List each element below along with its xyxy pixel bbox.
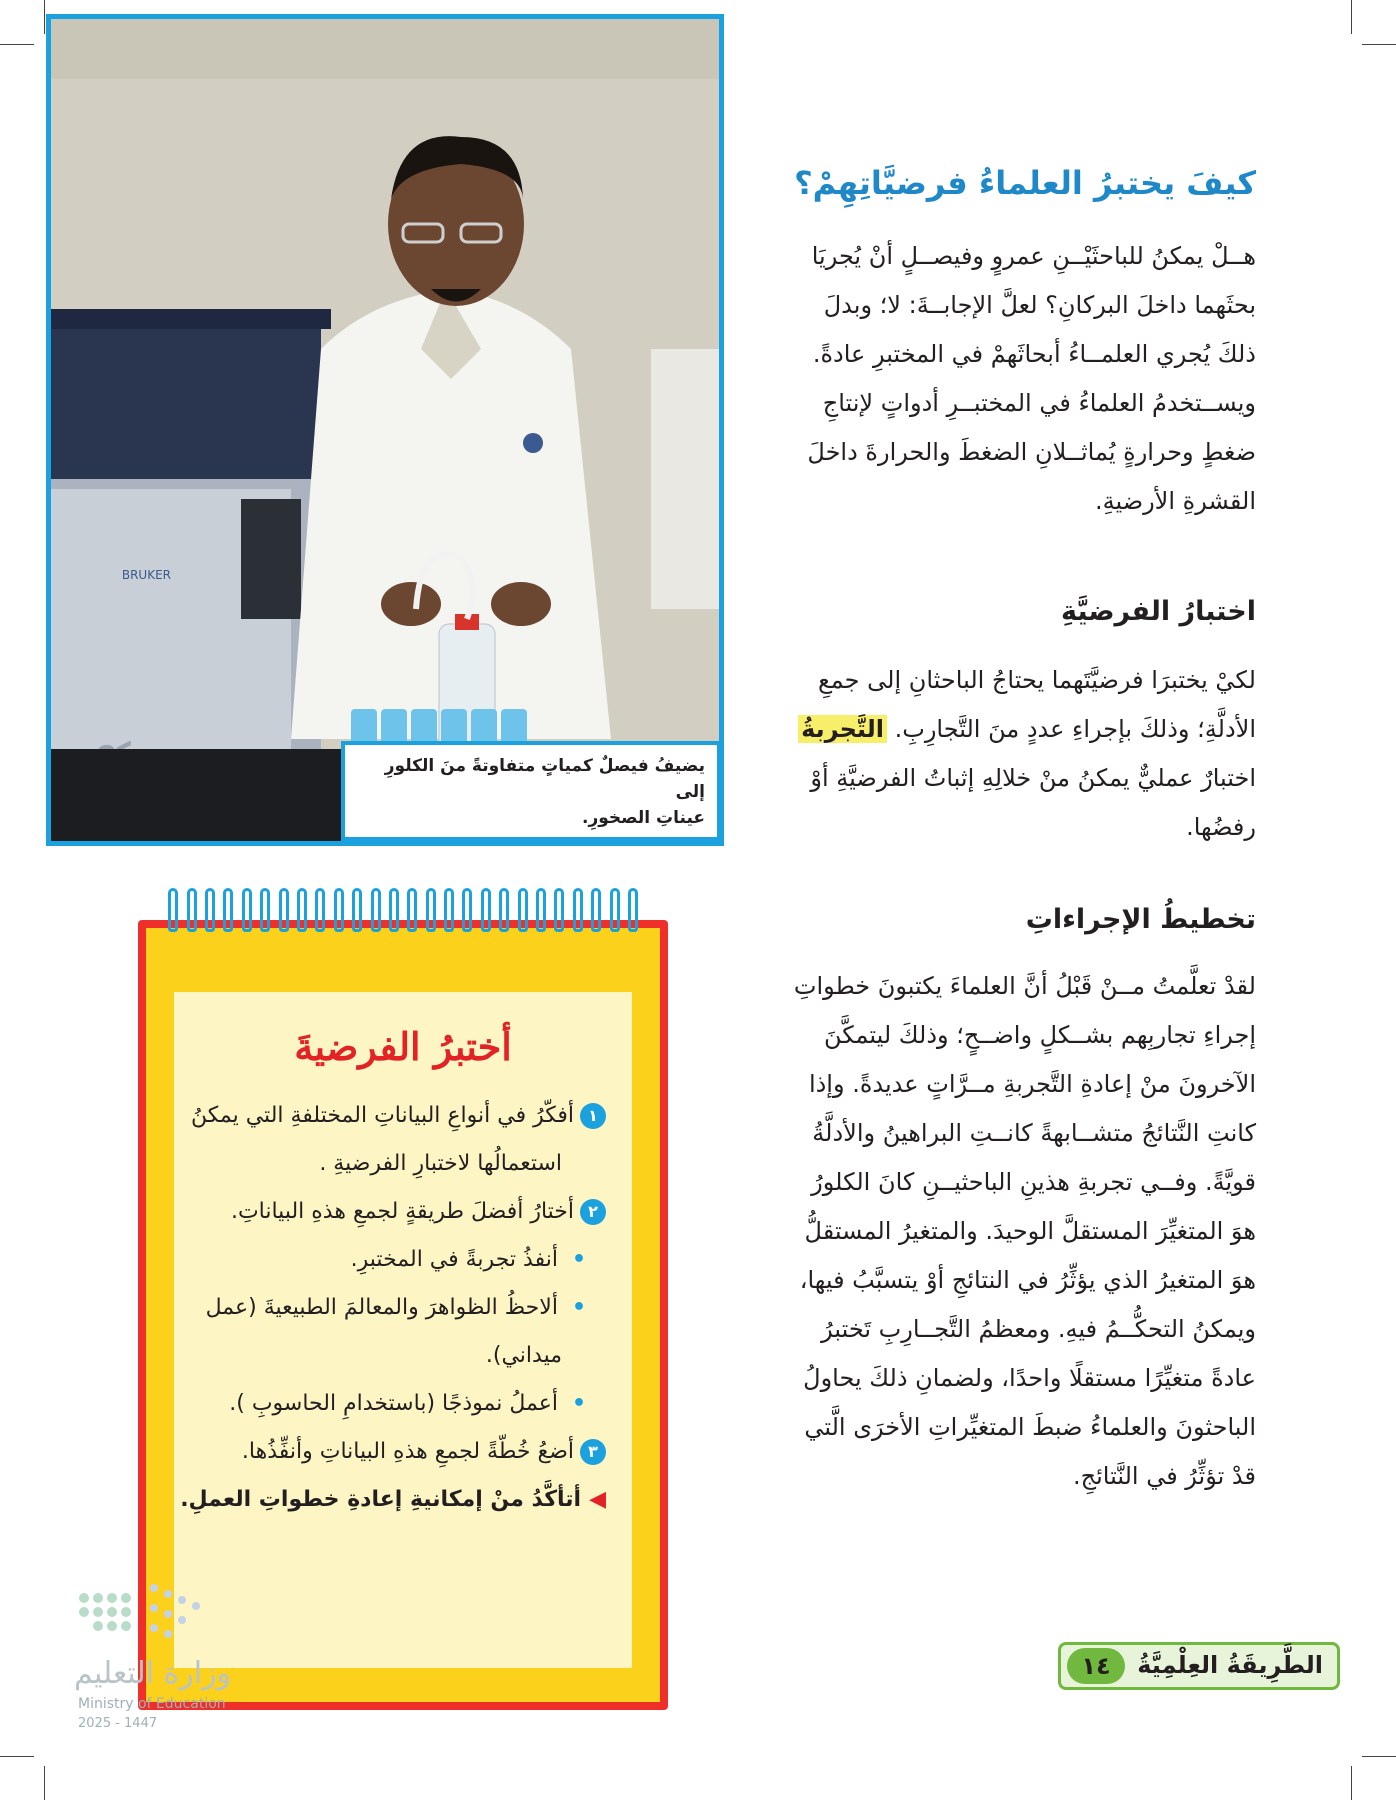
crop-mark xyxy=(1351,0,1352,34)
body-line: اختبارٌ عمليٌّ يمكنُ منْ خلالِهِ إثباتُ الفرضيَّةِ أوْ xyxy=(810,764,1256,792)
list-text: أفكّرُ في أنواعِ البياناتِ المختلفةِ التي يمكنُ xyxy=(190,1103,574,1128)
bullet-item xyxy=(176,1380,606,1428)
list-item-continued: استعمالُها لاختبارِ الفرضيةِ . xyxy=(319,1151,562,1176)
number-badge: ١ xyxy=(580,1103,606,1129)
body-line: الآخرونَ منْ إعادةِ التَّجربةِ مــرَّاتٍ عديدةً. وإذا xyxy=(808,1070,1256,1098)
photo-caption xyxy=(341,741,721,841)
body-line: لقدْ تعلَّمتُ مــنْ قَبْلُ أنَّ العلماءَ يكتبونَ خطواتِ xyxy=(793,972,1256,1000)
bullet-text: ألاحظُ الظواهرَ والمعالمَ الطبيعيةَ (عمل xyxy=(205,1295,558,1320)
bullet-icon: • xyxy=(571,1391,586,1416)
bullet-item xyxy=(176,1284,606,1332)
caption-line: يضيفُ فيصلٌ كمياتٍ متفاوتةً منَ الكلورِ إلى xyxy=(384,756,705,802)
body-text: الأدلَّةِ؛ وذلكَ بإجراءِ عددٍ منَ التَّجارِبِ. xyxy=(894,715,1256,743)
ministry-name-en: Ministry of Education xyxy=(78,1696,226,1712)
body-line xyxy=(736,705,1256,754)
section-title-testing-hypothesis: اختبارُ الفرضيَّةِ xyxy=(1061,596,1256,627)
body-line: هوَ المتغيِّرَ المستقلَّ الوحيدَ. والمتغيرُ المستقلُّ xyxy=(804,1217,1256,1245)
activity-list xyxy=(176,1092,606,1524)
body-line: قدْ تؤثِّرُ في النَّتائجِ. xyxy=(1072,1462,1256,1490)
list-text: أختارُ أفضلَ طريقةٍ لجمعِ هذهِ البياناتِ. xyxy=(230,1199,574,1224)
crop-mark xyxy=(0,44,34,45)
highlighted-term: التَّجربةُ xyxy=(798,715,887,743)
body-line: ذلكَ يُجري العلمــاءُ أبحاثَهمْ في المختبرِ عادةً. xyxy=(812,340,1256,368)
crop-mark xyxy=(44,1766,45,1800)
bullet-text: أعملُ نموذجًا (باستخدامِ الحاسوبِ ). xyxy=(229,1391,558,1416)
crop-mark xyxy=(1362,44,1396,45)
ministry-logo xyxy=(74,1578,274,1731)
list-item xyxy=(176,1092,606,1140)
activity-title: أختبرُ الفرضيةَ xyxy=(294,1024,512,1069)
bullet-text: أنفذُ تجربةً في المختبرِ. xyxy=(350,1247,558,1272)
page-number: ١٤ xyxy=(1067,1648,1125,1684)
body-line: ويمكنُ التحكُّــمُ فيهِ. ومعظمُ التَّجــارِبِ تَختبرُ xyxy=(821,1315,1256,1343)
bullet-item xyxy=(176,1236,606,1284)
body-line: الباحثونَ والعلماءُ ضبطَ المتغيِّراتِ الأخرَى الَّتي xyxy=(804,1413,1256,1441)
crop-mark xyxy=(1351,1766,1352,1800)
section-title-planning-procedures: تخطيطُ الإجراءاتِ xyxy=(1025,904,1256,935)
body-line: لكيْ يختبرَا فرضيَّتَهما يحتاجُ الباحثانِ إلى جمعِ xyxy=(818,666,1256,694)
crop-mark xyxy=(0,1756,34,1757)
ministry-dots-icon xyxy=(74,1578,244,1658)
number-badge: ٣ xyxy=(580,1439,606,1465)
body-line: ويســتخدمُ العلماءُ في المختبــرِ أدواتٍ لإنتاجِ xyxy=(822,389,1256,417)
body-line: بحثَهما داخلَ البركانِ؟ لعلَّ الإجابــةَ: لا؛ وبدلَ xyxy=(823,291,1256,319)
triangle-pointer-icon: ◀ xyxy=(589,1487,606,1512)
bullet-item-continued: ميداني). xyxy=(485,1343,562,1368)
body-line: قويَّةً. وفــي تجربةِ هذينِ الباحثيــنِ كانَ الكلورُ xyxy=(811,1168,1256,1196)
lab-photo xyxy=(46,14,724,846)
number-badge: ٢ xyxy=(580,1199,606,1225)
body-line: هوَ المتغيرُ الذي يؤثِّرُ في النتائجِ أوْ يتسبَّبُ فيها، xyxy=(799,1266,1256,1294)
body-line: القشرةِ الأرضيةِ. xyxy=(1094,487,1256,515)
list-item xyxy=(176,1428,606,1476)
crop-mark xyxy=(44,0,45,34)
section3-body xyxy=(736,962,1256,1501)
section1-body xyxy=(736,232,1256,526)
body-line: هــلْ يمكنُ للباحثَيْــنِ عمروٍ وفيصــلٍ أنْ يُجريَا xyxy=(811,242,1256,270)
section2-body xyxy=(736,656,1256,852)
list-item xyxy=(176,1188,606,1236)
scientist-illustration xyxy=(51,19,719,841)
check-item xyxy=(176,1476,606,1524)
instrument-brand: BRUKER xyxy=(121,568,171,582)
body-line: إجراءِ تجاربِهم بشــكلٍ واضــحٍ؛ وذلكَ ليتمكَّنَ xyxy=(823,1021,1256,1049)
list-text: أضعُ خُطّةً لجمعِ هذهِ البياناتِ وأنفِّذُها. xyxy=(241,1439,574,1464)
bullet-icon: • xyxy=(571,1247,586,1272)
body-line: رفضُها. xyxy=(1186,813,1256,841)
ministry-name-ar: وزارة التعليم xyxy=(74,1656,232,1691)
ministry-year: 2025 - 1447 xyxy=(78,1716,158,1731)
check-text: أتأكَّدُ منْ إمكانيةِ إعادةِ خطواتِ العملِ. xyxy=(180,1487,582,1512)
chapter-footer xyxy=(1058,1642,1340,1690)
chapter-title: الطَّرِيقَةُ العِلْمِيَّةُ xyxy=(1137,1651,1323,1679)
body-line: كانتِ النَّتائجُ متشــابهةً كانــتِ البراهينُ والأدلَّةُ xyxy=(812,1119,1256,1147)
caption-line: عيناتِ الصخورِ. xyxy=(582,808,705,828)
notebook-spiral xyxy=(168,888,638,948)
section-title-how-scientists-test: كيفَ يختبرُ العلماءُ فرضيَّاتِهِمْ؟ xyxy=(794,164,1256,202)
bullet-icon: • xyxy=(571,1295,586,1320)
body-line: ضغطٍ وحرارةٍ يُماثــلانِ الضغطَ والحرارةَ داخلَ xyxy=(807,438,1256,466)
body-line: عادةً متغيِّرًا مستقلًا واحدًا، ولضمانِ ذلكَ يحاولُ xyxy=(803,1364,1256,1392)
crop-mark xyxy=(1362,1756,1396,1757)
